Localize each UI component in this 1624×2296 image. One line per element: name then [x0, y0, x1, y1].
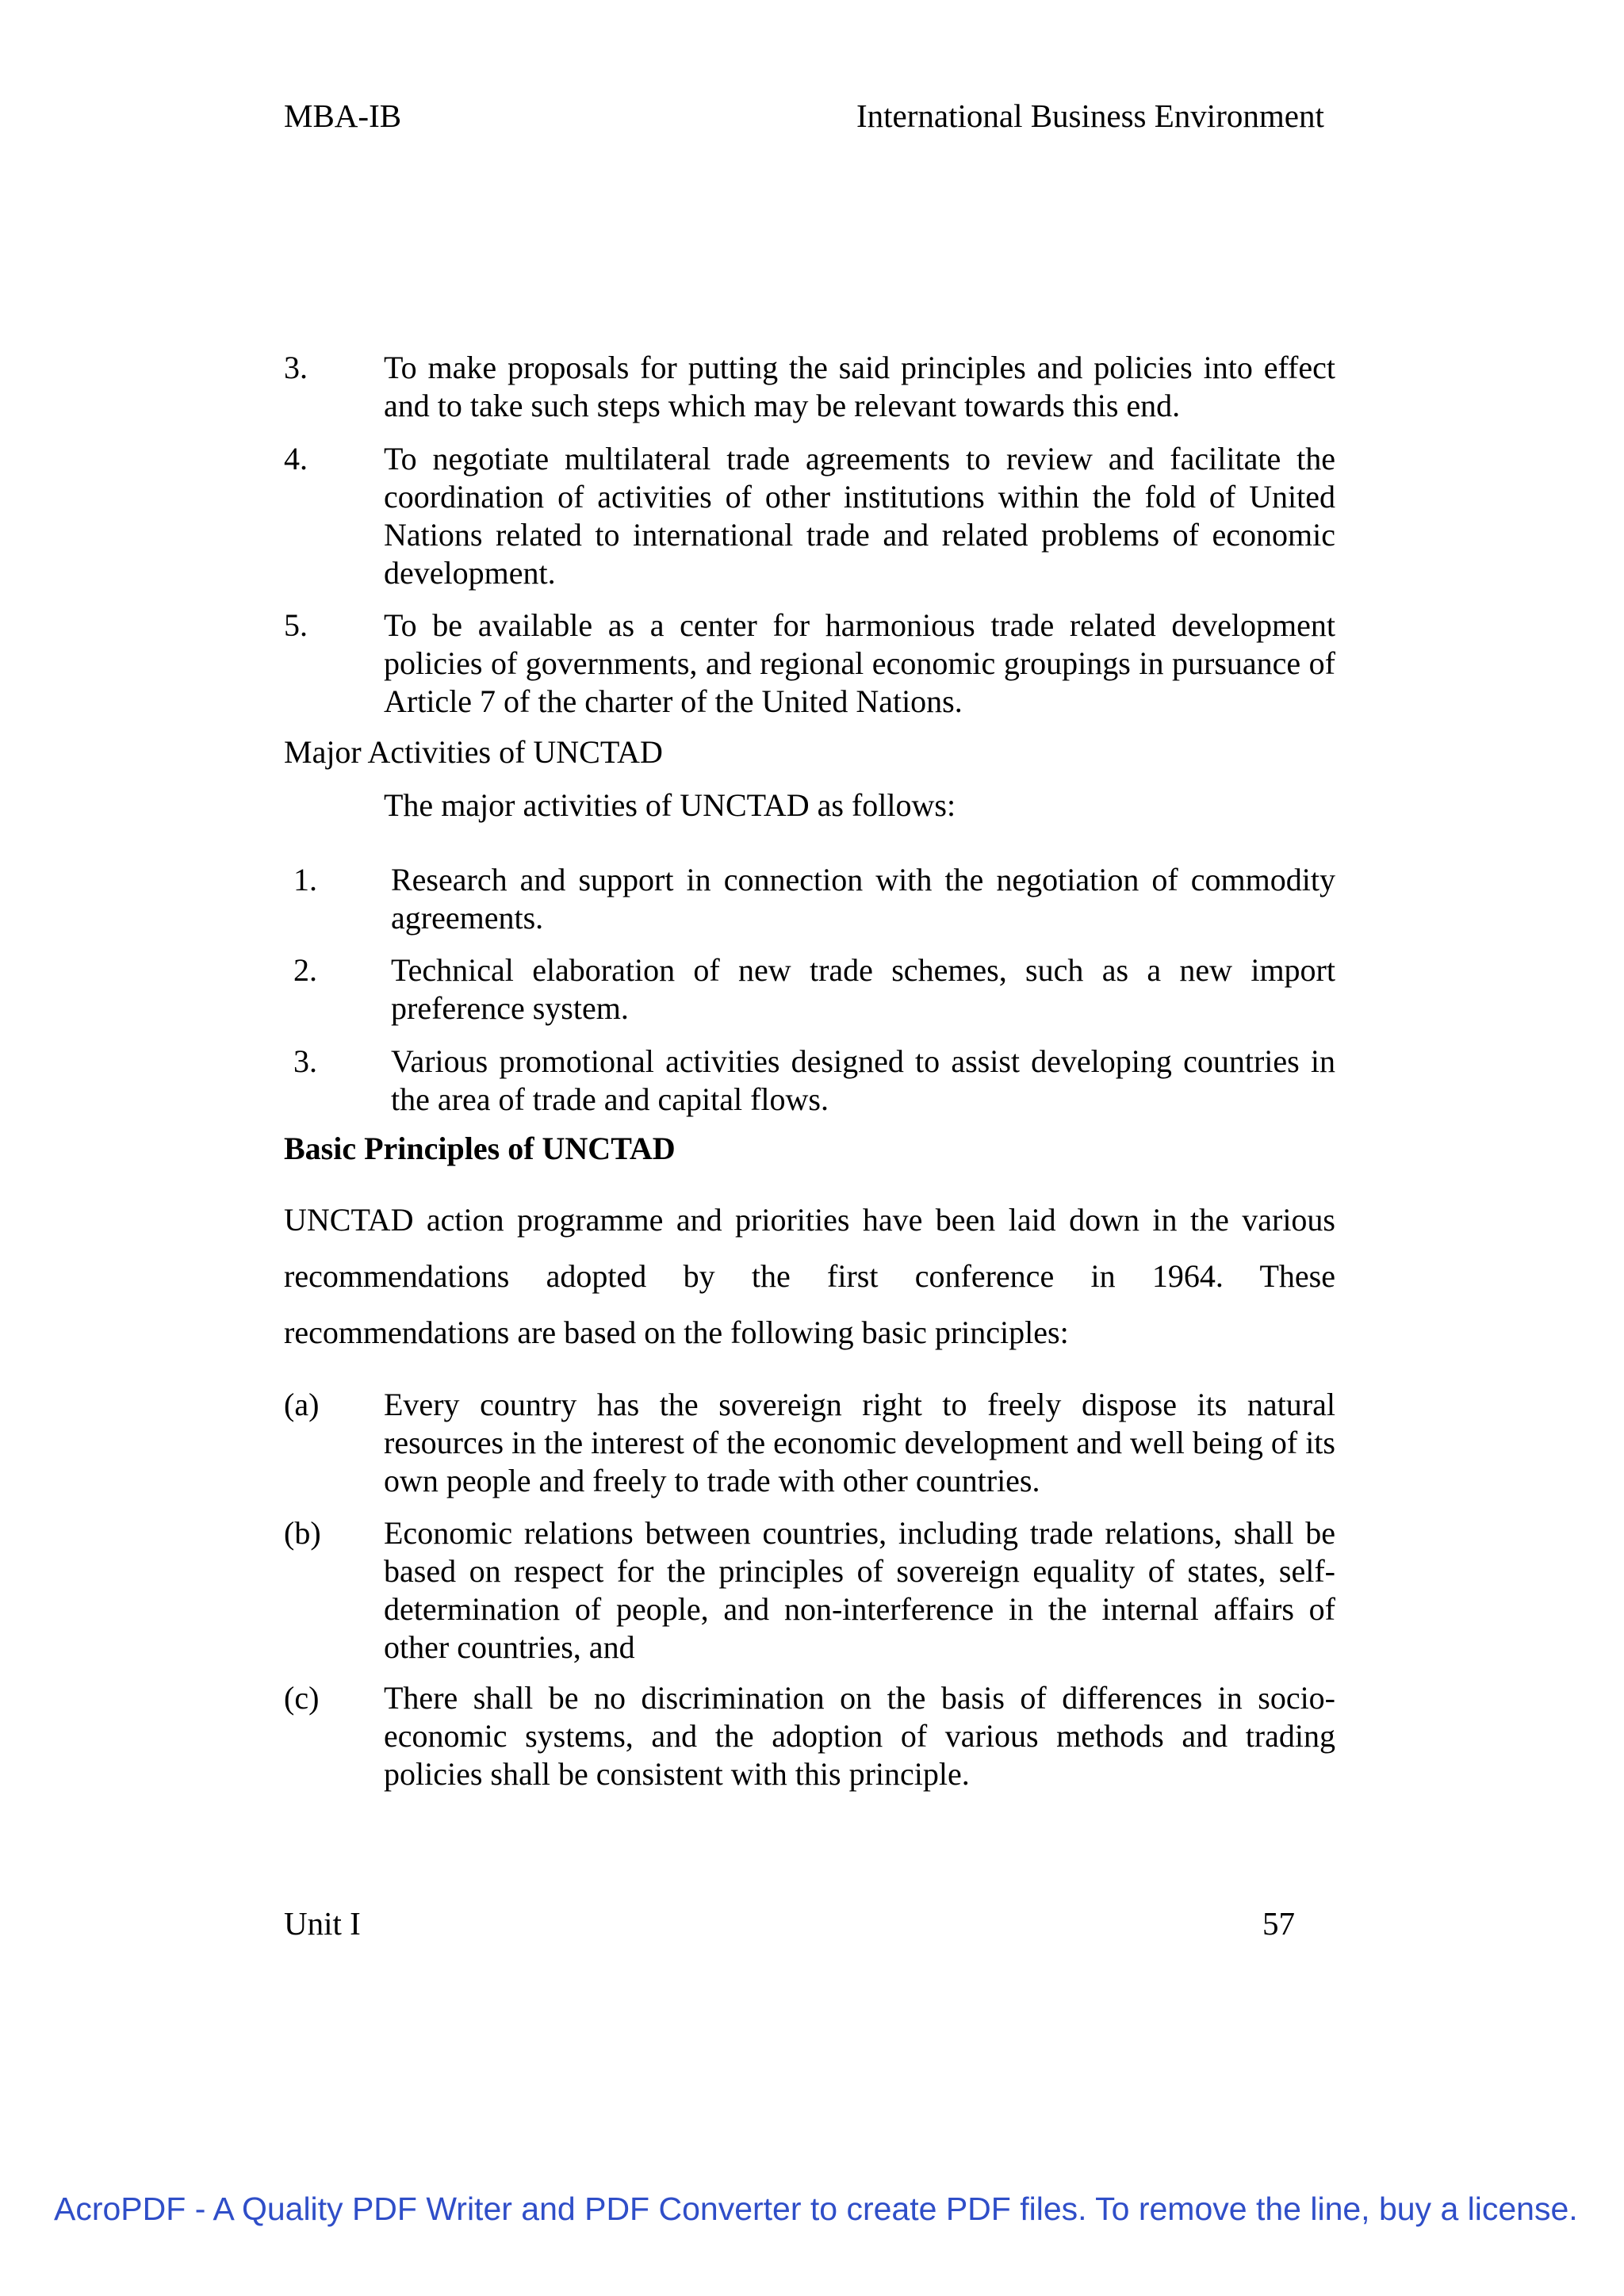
principle-a-label: (a) — [284, 1387, 320, 1422]
activities-heading: Major Activities of UNCTAD — [284, 734, 663, 770]
activity-2-text: Technical elaboration of new trade schemes, such as a new import preference system. — [391, 952, 1335, 1026]
activity-1-text: Research and support in connection with the negotiation of commodity agreements. — [391, 862, 1335, 936]
activity-1-number: 1. — [293, 862, 317, 897]
objective-4-text: To negotiate multilateral trade agreements to review and facilitate the coordination of activities of other institutions within the fold of United Nations related to international trade and related problems of economic development. — [384, 441, 1335, 591]
footer-unit: Unit I — [284, 1905, 361, 1942]
objective-3-number: 3. — [284, 350, 308, 385]
principle-c-label: (c) — [284, 1680, 320, 1716]
activity-3-text: Various promotional activities designed to assist developing countries in the area of trade and capital flows. — [391, 1043, 1335, 1117]
principle-a-text: Every country has the sovereign right to freely dispose its natural resources in the interest of the economic development and well being of its own people and freely to trade with other countries. — [384, 1387, 1335, 1498]
principle-c-text: There shall be no discrimination on the basis of differences in socio-economic systems, and the adoption of various methods and trading policies shall be consistent with this principle. — [384, 1680, 1335, 1792]
page-number: 57 — [1262, 1905, 1295, 1942]
objective-5-number: 5. — [284, 607, 308, 643]
header-left: MBA-IB — [284, 98, 402, 134]
objective-3-text: To make proposals for putting the said principles and policies into effect and to take such steps which may be relevant towards this end. — [384, 350, 1335, 423]
objective-4-number: 4. — [284, 441, 308, 476]
principles-intro: UNCTAD action programme and priorities have been laid down in the various recommendations adopted by the first conference in 1964. These recommendations are based on the following basic principles: — [284, 1202, 1335, 1350]
activities-intro: The major activities of UNCTAD as follows: — [384, 787, 956, 823]
principle-b-text: Economic relations between countries, including trade relations, shall be based on respect for the principles of sovereign equality of states, self-determination of people, and non-interference in the internal affairs of other countries, and — [384, 1515, 1335, 1665]
objective-5-text: To be available as a center for harmonious trade related development policies of governments, and regional economic groupings in pursuance of Article 7 of the charter of the United Nations. — [384, 607, 1335, 719]
activity-2-number: 2. — [293, 952, 317, 988]
header-right: International Business Environment — [856, 98, 1324, 134]
watermark-notice: AcroPDF - A Quality PDF Writer and PDF Converter to create PDF files. To remove the line, buy a license. — [54, 2191, 1578, 2227]
activity-3-number: 3. — [293, 1043, 317, 1079]
principles-heading: Basic Principles of UNCTAD — [284, 1131, 676, 1166]
principle-b-label: (b) — [284, 1515, 321, 1551]
